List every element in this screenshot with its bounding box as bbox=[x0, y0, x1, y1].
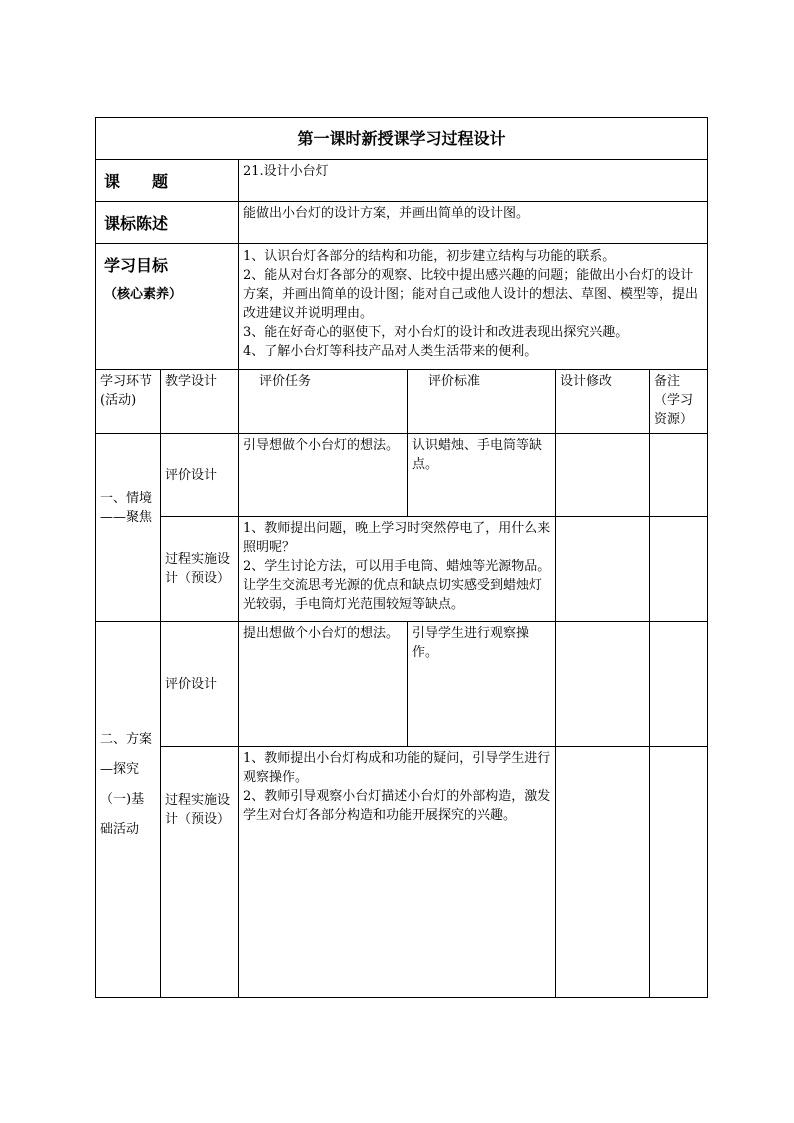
topic-value: 21.设计小台灯 bbox=[243, 164, 329, 179]
process-label-cell-1 bbox=[161, 517, 239, 622]
note-cell bbox=[650, 622, 708, 747]
revise-cell bbox=[556, 747, 650, 998]
process-content-cell-2 bbox=[239, 747, 556, 998]
lesson-design-document bbox=[95, 117, 707, 998]
process-item: 1、教师提出小台灯构成和功能的疑问，引导学生进行观察操作。 bbox=[243, 751, 551, 785]
eval-task-cell-1 bbox=[239, 434, 408, 517]
column-header-design: 教学设计 bbox=[161, 370, 239, 434]
goal-item: 2、能从对台灯各部分的观察、比较中提出感兴趣的问题；能做出小台灯的设计方案，并画出简单的设计图；能对自己或他人设计的想法、草图、模型等，提出改进建议并说明理由。 bbox=[243, 268, 699, 321]
note-cell bbox=[650, 747, 708, 998]
process-item: 1、教师提出问题，晚上学习时突然停电了，用什么来照明呢？ bbox=[243, 521, 551, 555]
curriculum-label: 课标陈述 bbox=[104, 214, 169, 233]
topic-value-cell bbox=[239, 160, 708, 202]
page-title: 第一课时新授课学习过程设计 bbox=[96, 118, 708, 160]
process-label: 过程实施设计（预设） bbox=[165, 552, 231, 586]
eval-task-cell-2 bbox=[239, 622, 408, 747]
eval-standard-cell-2 bbox=[408, 622, 556, 747]
process-label-cell-2 bbox=[161, 747, 239, 998]
column-header-standard: 评价标准 bbox=[408, 370, 556, 434]
goal-item: 4、了解小台灯等科技产品对人类生活带来的便利。 bbox=[243, 344, 538, 359]
eval-task: 提出想做个小台灯的想法。 bbox=[243, 626, 400, 641]
eval-label-cell-2 bbox=[161, 622, 239, 747]
goals-sublabel: （核心素养） bbox=[104, 287, 183, 302]
goal-item: 1、认识台灯各部分的结构和功能，初步建立结构与功能的联系。 bbox=[243, 249, 616, 264]
goal-item: 3、能在好奇心的驱使下，对小台灯的设计和改进表现出探究兴趣。 bbox=[243, 325, 629, 340]
stage-label: 一、情境——聚焦 bbox=[100, 490, 153, 525]
eval-task: 引导想做个小台灯的想法。 bbox=[243, 438, 400, 453]
stage-label: 二、方案—探究（一)基础活动 bbox=[100, 731, 153, 837]
curriculum-value: 能做出小台灯的设计方案，并画出简单的设计图。 bbox=[243, 206, 530, 221]
curriculum-value-cell bbox=[239, 202, 708, 244]
process-label: 过程实施设计（预设） bbox=[165, 793, 231, 827]
process-content-cell-1 bbox=[239, 517, 556, 622]
column-header-task: 评价任务 bbox=[239, 370, 408, 434]
eval-design-label: 评价设计 bbox=[165, 676, 218, 692]
goals-label: 学习目标 bbox=[104, 256, 169, 275]
column-header-note: 备注（学习资源） bbox=[650, 370, 708, 434]
topic-label: 课 题 bbox=[104, 172, 169, 191]
revise-cell bbox=[556, 517, 650, 622]
stage-cell-2 bbox=[96, 622, 161, 998]
goals-label-cell bbox=[96, 244, 239, 370]
revise-cell bbox=[556, 622, 650, 747]
note-cell bbox=[650, 434, 708, 517]
goals-value-cell bbox=[239, 244, 708, 370]
eval-standard: 认识蜡烛、手电筒等缺点。 bbox=[412, 438, 543, 472]
eval-label-cell-1 bbox=[161, 434, 239, 517]
process-item: 2、教师引导观察小台灯描述小台灯的外部构造，激发学生对台灯各部分构造和功能开展探究的兴趣。 bbox=[243, 789, 551, 823]
stage-cell-1 bbox=[96, 434, 161, 622]
note-cell bbox=[650, 517, 708, 622]
lesson-table bbox=[95, 117, 708, 998]
eval-standard-cell-1 bbox=[408, 434, 556, 517]
column-header-revise: 设计修改 bbox=[556, 370, 650, 434]
topic-label-cell bbox=[96, 160, 239, 202]
process-item: 2、学生讨论方法，可以用手电筒、蜡烛等光源物品。让学生交流思考光源的优点和缺点切实感受到蜡烛灯光较弱，手电筒灯光范围较短等缺点。 bbox=[243, 559, 551, 612]
eval-standard: 引导学生进行观察操作。 bbox=[412, 626, 530, 660]
revise-cell bbox=[556, 434, 650, 517]
curriculum-label-cell bbox=[96, 202, 239, 244]
column-header-stage: 学习环节(活动) bbox=[96, 370, 161, 434]
eval-design-label: 评价设计 bbox=[165, 467, 218, 483]
